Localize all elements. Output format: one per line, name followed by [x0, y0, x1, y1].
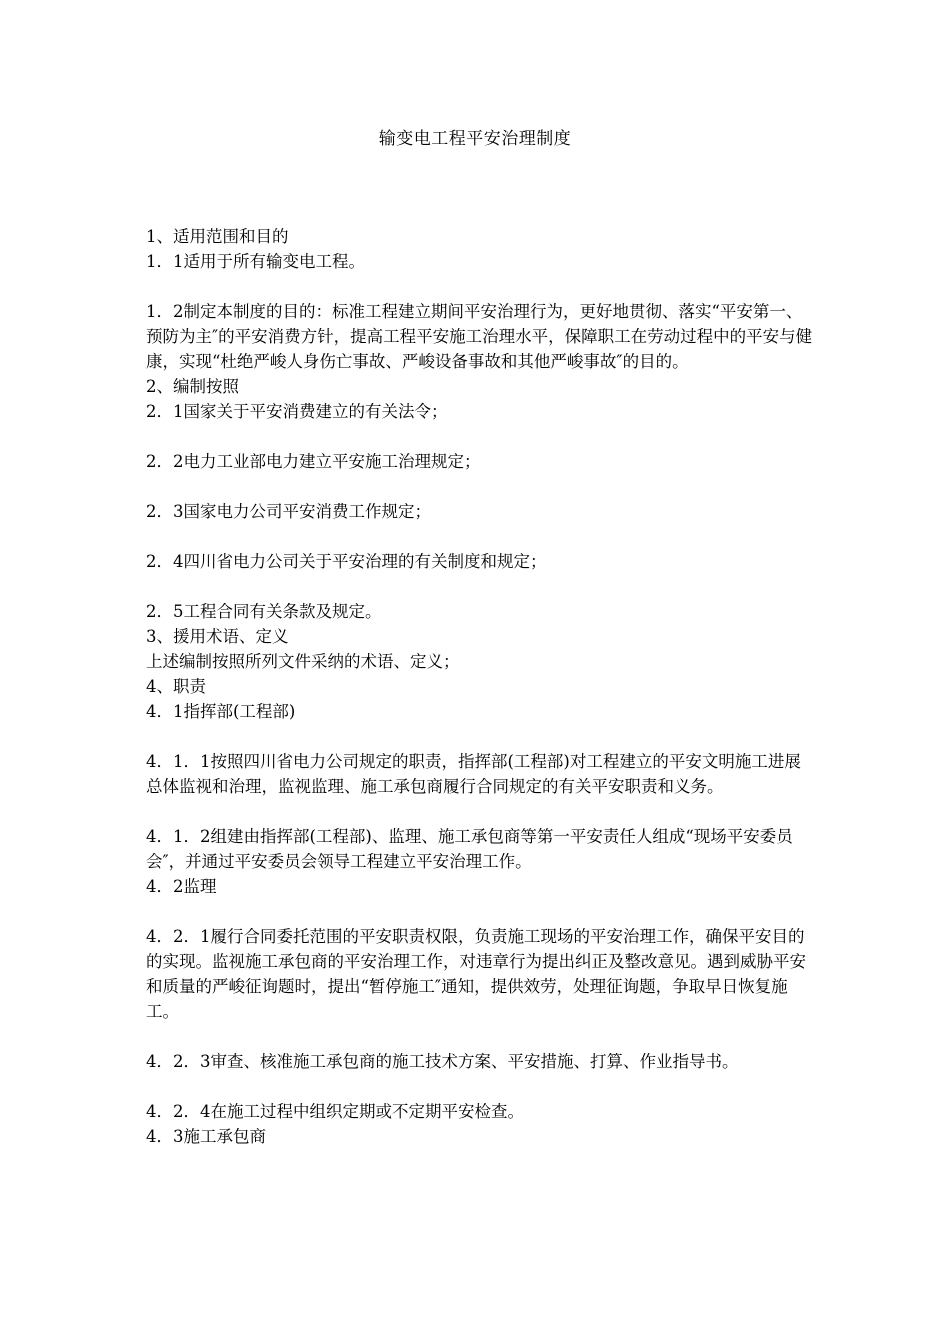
- blank-line: [146, 899, 814, 924]
- paragraph: 2．5工程合同有关条款及规定。: [146, 602, 382, 621]
- paragraph: 1．2制定本制度的目的：标准工程建立期间平安治理行为，更好地贯彻、落实“平安第一、预防为主″的平安消费方针，提高工程平安施工治理水平，保障职工在劳动过程中的平安与健康，实现“杜绝严峻人身伤亡事故、严峻设备事故和其他严峻事故″的目的。: [146, 302, 813, 371]
- section-heading: 4、职责: [146, 677, 206, 696]
- section-heading: 3、援用术语、定义: [146, 627, 289, 646]
- document-title: 输变电工程平安治理制度: [378, 129, 572, 149]
- paragraph: 4．1．1按照四川省电力公司规定的职责，指挥部(工程部)对工程建立的平安文明施工进展总体监视和治理，监视监理、施工承包商履行合同规定的有关平安职责和义务。: [146, 752, 801, 796]
- paragraph: 4．2监理: [146, 877, 217, 896]
- section-heading: 1、适用范围和目的: [146, 227, 289, 246]
- blank-line: [146, 474, 814, 499]
- paragraph: 4．2．1履行合同委托范围的平安职责权限，负责施工现场的平安治理工作，确保平安目的的实现。监视施工承包商的平安治理工作，对违章行为提出纠正及整改意见。遇到威胁平安和质量的严峻征询题时，提出“暂停施工″通知，提供效劳，处理征询题，争取早日恢复施工。: [146, 927, 806, 1021]
- blank-line: [146, 424, 814, 449]
- paragraph: 4．2．3审查、核准施工承包商的施工技术方案、平安措施、打算、作业指导书。: [146, 1052, 739, 1071]
- blank-line: [146, 1024, 814, 1049]
- document-body: [146, 224, 814, 1149]
- blank-line: [146, 1074, 814, 1099]
- section-heading: 2、编制按照: [146, 377, 239, 396]
- blank-line: [146, 574, 814, 599]
- paragraph: 2．1国家关于平安消费建立的有关法令；: [146, 402, 448, 421]
- paragraph: 上述编制按照所列文件采纳的术语、定义；: [146, 652, 460, 671]
- paragraph: 4．3施工承包商: [146, 1127, 266, 1146]
- blank-line: [146, 799, 814, 824]
- blank-line: [146, 524, 814, 549]
- paragraph: 4．2．4在施工过程中组织定期或不定期平安检查。: [146, 1102, 524, 1121]
- paragraph: 2．4四川省电力公司关于平安治理的有关制度和规定；: [146, 552, 547, 571]
- paragraph: 4．1．2组建由指挥部(工程部)、监理、施工承包商等第一平安责任人组成“现场平安委员会″，并通过平安委员会领导工程建立平安治理工作。: [146, 827, 793, 871]
- blank-line: [146, 724, 814, 749]
- paragraph: 4．1指挥部(工程部): [146, 702, 296, 721]
- paragraph: 2．3国家电力公司平安消费工作规定；: [146, 502, 431, 521]
- paragraph: 2．2电力工业部电力建立平安施工治理规定；: [146, 452, 481, 471]
- paragraph: 1．1适用于所有输变电工程。: [146, 252, 365, 271]
- blank-line: [146, 274, 814, 299]
